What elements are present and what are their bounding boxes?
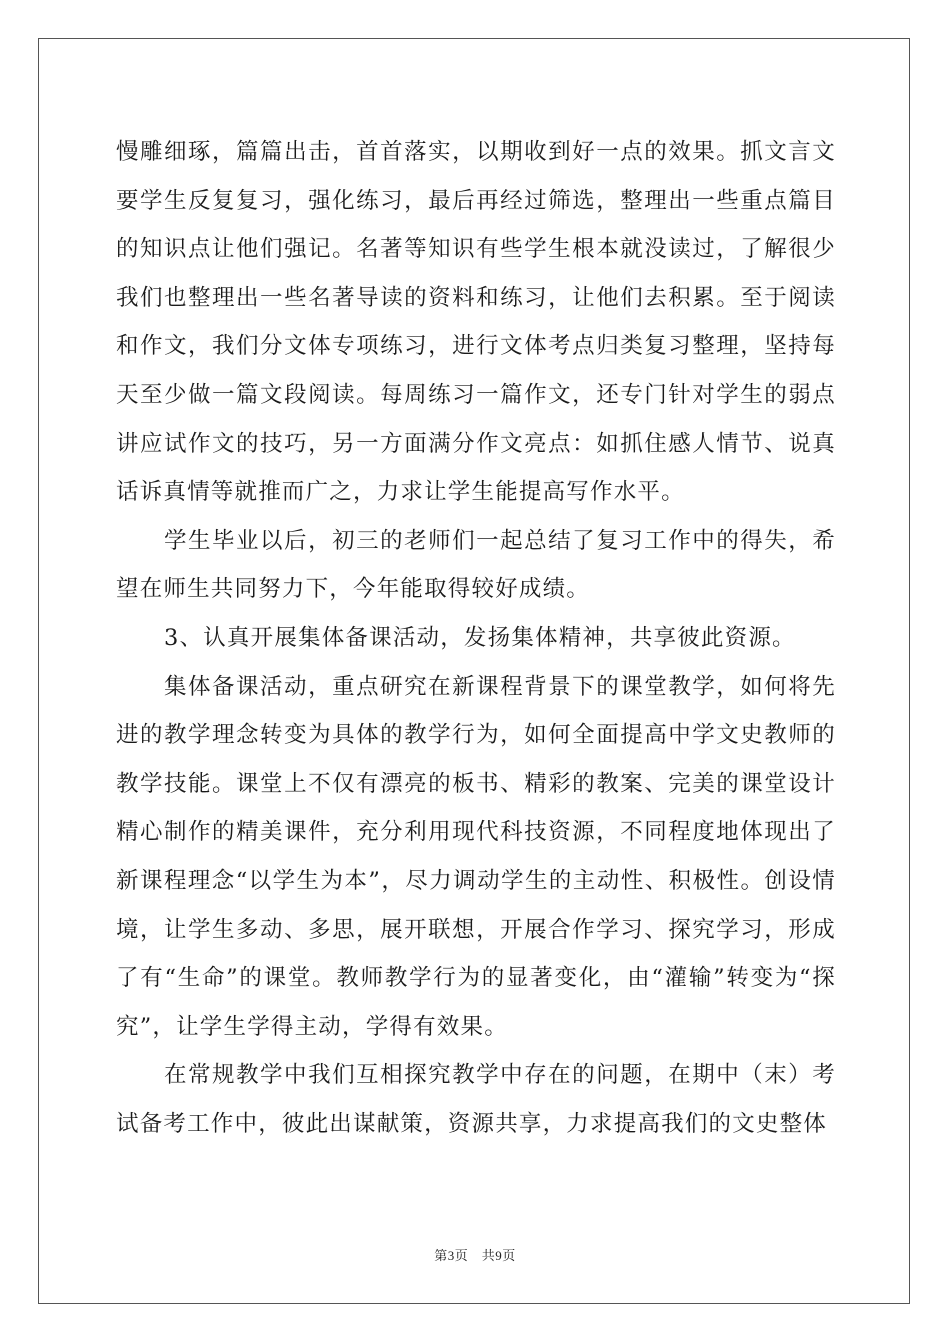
page-number-footer: 第3页 共9页	[434, 1248, 516, 1263]
paragraph-4: 集体备课活动，重点研究在新课程背景下的课堂教学，如何将先进的教学理念转变为具体的教学行为，如何全面提高中学文史教师的教学技能。课堂上不仅有漂亮的板书、精彩的教案、完美的课堂设计精心制作的精美课件，充分利用现代科技资源，不同程度地体现出了新课程理念“以学生为本”，尽力调动学生的主动性、积极性。创设情境，让学生多动、多思，展开联想，开展合作学习、探究学习，形成了有“生命”的课堂。教师教学行为的显著变化，由“灌输”转变为“探究”，让学生学得主动，学得有效果。	[116, 673, 836, 1040]
paragraph-3-heading: 3、认真开展集体备课活动，发扬集体精神，共享彼此资源。	[164, 624, 796, 651]
paragraph-2: 学生毕业以后，初三的老师们一起总结了复习工作中的得失，希望在师生共同努力下，今年能取得较好成绩。	[116, 527, 836, 603]
paragraph-1: 慢雕细琢，篇篇出击，首首落实，以期收到好一点的效果。抓文言文要学生反复复习，强化练习，最后再经过筛选，整理出一些重点篇目的知识点让他们强记。名著等知识有些学生根本就没读过，了解很少我们也整理出一些名著导读的资料和练习，让他们去积累。至于阅读和作文，我们分文体专项练习，进行文体考点归类复习整理，坚持每天至少做一篇文段阅读。每周练习一篇作文，还专门针对学生的弱点讲应试作文的技巧，另一方面满分作文亮点：如抓住感人情节、说真话诉真情等就推而广之，力求让学生能提高写作水平。	[116, 139, 836, 506]
document-body	[116, 128, 836, 1148]
paragraph-5: 在常规教学中我们互相探究教学中存在的问题，在期中（末）考试备考工作中，彼此出谋献策，资源共享，力求提高我们的文史整体	[116, 1062, 836, 1137]
